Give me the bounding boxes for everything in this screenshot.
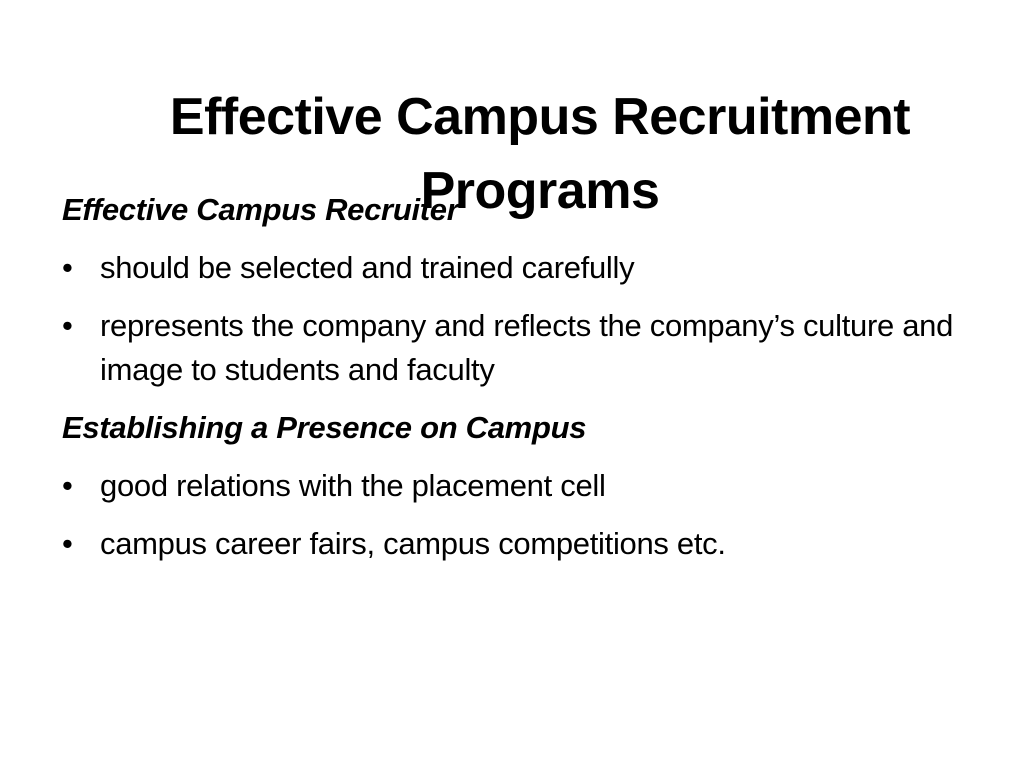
bullet-item: [62, 522, 962, 566]
bullet-text: campus career fairs, campus competitions etc.: [100, 526, 726, 561]
bullet-icon: •: [62, 308, 73, 343]
slide-body: [62, 188, 962, 580]
bullet-text: should be selected and trained carefully: [100, 250, 635, 285]
bullet-icon: •: [62, 468, 73, 503]
bullet-text: represents the company and reflects the company’s culture and image to students and faculty: [100, 308, 954, 387]
bullet-text: good relations with the placement cell: [100, 468, 606, 503]
section-heading-recruiter: Effective Campus Recruiter: [62, 192, 459, 227]
bullet-list-presence: [62, 464, 962, 566]
bullet-icon: •: [62, 526, 73, 561]
section-heading-presence: Establishing a Presence on Campus: [62, 410, 587, 445]
bullet-item: [62, 246, 962, 290]
bullet-item: [62, 304, 962, 392]
bullet-item: [62, 464, 962, 508]
slide-title: Effective Campus Recruitment Programs: [169, 88, 911, 220]
bullet-icon: •: [62, 250, 73, 285]
bullet-list-recruiter: [62, 246, 962, 392]
